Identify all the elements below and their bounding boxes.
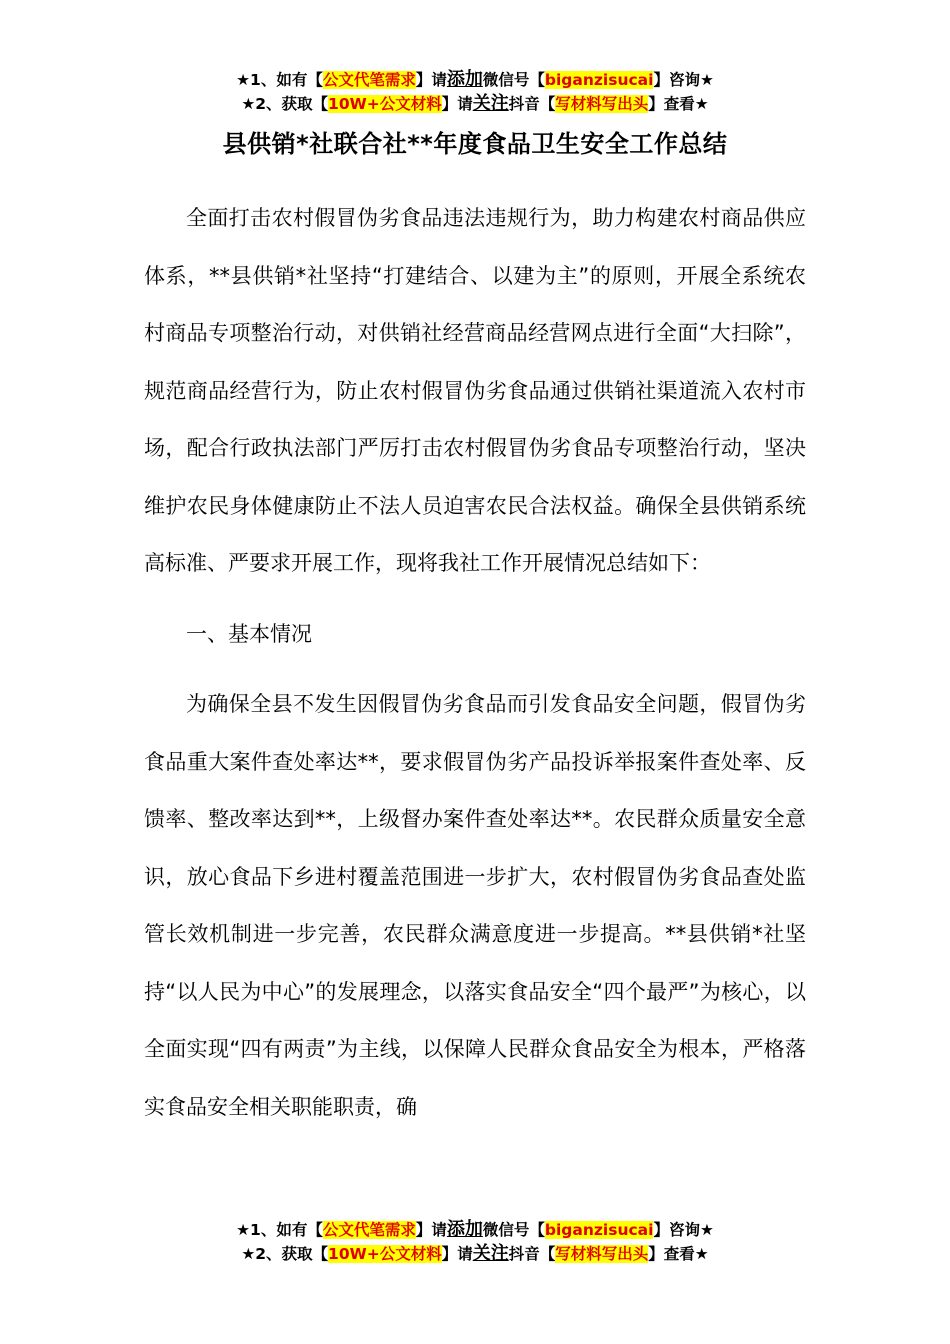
document-title: 县供销*社联合社**年度食品卫生安全工作总结 bbox=[222, 130, 728, 158]
footer-banner bbox=[0, 1218, 950, 1266]
highlight-douyin-id: 写材料写出头 bbox=[555, 95, 649, 113]
banner-line-1: ★1、如有【公文代笔需求】请添加微信号【biganzisucai】咨询★ bbox=[236, 69, 714, 90]
highlight-wechat-id: biganzisucai bbox=[544, 71, 654, 89]
highlight-materials: 10W+公文材料 bbox=[328, 95, 442, 113]
section-paragraph: 为确保全县不发生因假冒伪劣食品而引发食品安全问题，假冒伪劣食品重大案件查处率达**，要求假冒伪劣产品投诉举报案件查处率、反馈率、整改率达到**，上级督办案件查处率达**。农民群众质量安全意识，放心食品下乡进村覆盖范围进一步扩大，农村假冒伪劣食品查处监管长效机制进一步完善，农民群众满意度进一步提高。**县供销*社坚持“以人民为中心”的发展理念，以落实食品安全“四个最严”为核心，以全面实现“四有两责”为主线，以保障人民群众食品安全为根本，严格落实食品安全相关职能职责，确 bbox=[144, 692, 806, 1119]
emphasis-add: 添加 bbox=[446, 69, 483, 90]
highlight-wechat-id: biganzisucai bbox=[544, 1221, 654, 1239]
highlight-service: 公文代笔需求 bbox=[322, 71, 416, 89]
document-body bbox=[144, 190, 806, 1136]
banner-line-2: ★2、获取【10W+公文材料】请关注抖音【写材料写出头】查看★ bbox=[241, 93, 709, 114]
emphasis-follow: 关注 bbox=[472, 93, 509, 114]
header-banner bbox=[0, 68, 950, 116]
star-icon: ★ bbox=[236, 1221, 251, 1239]
banner-line-1: ★1、如有【公文代笔需求】请添加微信号【biganzisucai】咨询★ bbox=[236, 1219, 714, 1240]
highlight-douyin-id: 写材料写出头 bbox=[555, 1245, 649, 1263]
highlight-materials: 10W+公文材料 bbox=[328, 1245, 442, 1263]
star-icon: ★ bbox=[236, 71, 251, 89]
star-icon: ★ bbox=[241, 95, 256, 113]
highlight-service: 公文代笔需求 bbox=[322, 1221, 416, 1239]
banner-line-2: ★2、获取【10W+公文材料】请关注抖音【写材料写出头】查看★ bbox=[241, 1243, 709, 1264]
section-heading: 一、基本情况 bbox=[186, 621, 312, 646]
intro-paragraph: 全面打击农村假冒伪劣食品违法违规行为，助力构建农村商品供应体系，**县供销*社坚持“打建结合、以建为主”的原则，开展全系统农村商品专项整治行动，对供销社经营商品经营网点进行全面“大扫除”，规范商品经营行为，防止农村假冒伪劣食品通过供销社渠道流入农村市场，配合行政执法部门严厉打击农村假冒伪劣食品专项整治行动，坚决维护农民身体健康防止不法人员迫害农民合法权益。确保全县供销系统高标准、严要求开展工作，现将我社工作开展情况总结如下： bbox=[144, 206, 806, 575]
emphasis-follow: 关注 bbox=[472, 1243, 509, 1264]
emphasis-add: 添加 bbox=[446, 1219, 483, 1240]
star-icon: ★ bbox=[241, 1245, 256, 1263]
